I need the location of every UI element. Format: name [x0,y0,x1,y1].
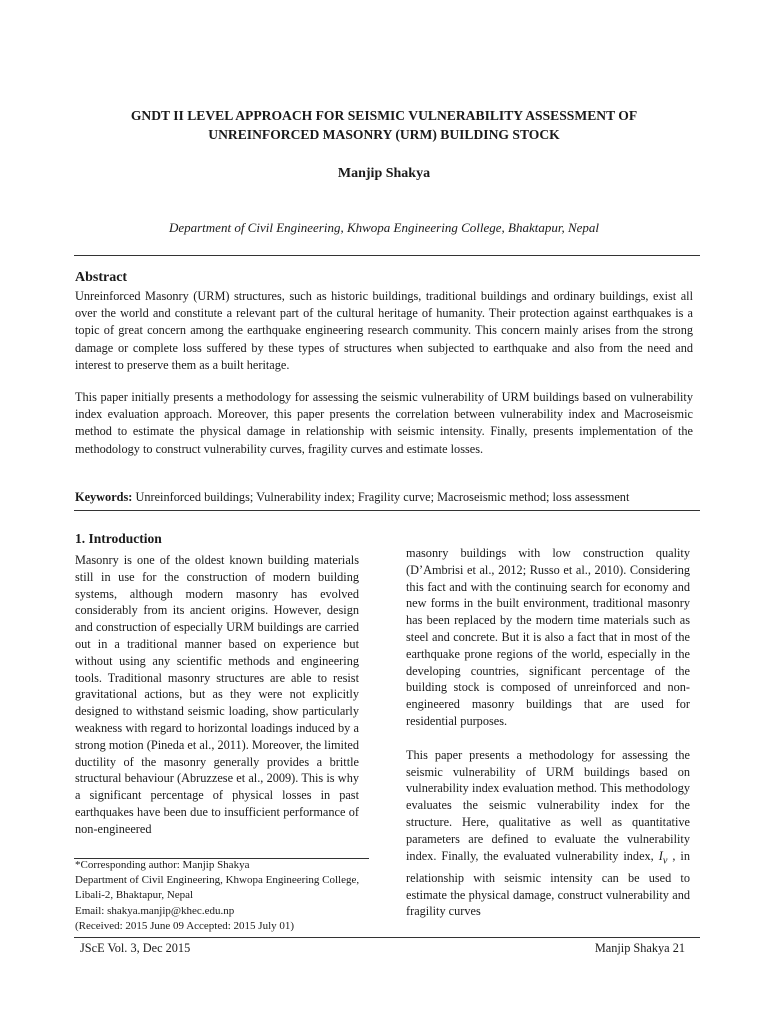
footnote-line-4: (Received: 2015 June 09 Accepted: 2015 July 01) [75,919,295,932]
author-name: Manjip Shakya [337,166,431,181]
author-affiliation: Department of Civil Engineering, Khwopa Engineering College, Bhaktapur, Nepal [168,220,600,235]
keywords [75,489,700,506]
title-line-1: GNDT II LEVEL APPROACH FOR SEISMIC VULNERABILITY ASSESSMENT OF [130,108,638,123]
footnote-line-3: Email: shakya.manjip@khec.edu.np [75,904,235,917]
footer-journal: JScE Vol. 3, Dec 2015 [80,941,191,955]
abstract-heading: Abstract [75,270,128,285]
intro-right-text-a: This paper presents a methodology for assessing the seismic vulnerability of URM buildings based on vulnerability index evaluation method. This methodology evaluates the seismic vulnerability index for the structure. Here, qualitative as well as quantitative parameters are defined to evaluate the vulnerability index. Finally, the evaluated vulnerability index, [406,747,690,863]
footnote-line-2: Department of Civil Engineering, Khwopa Engineering College, Libali-2, Bhaktapur, Nepal [75,874,360,902]
top-divider [74,255,700,256]
vulnerability-index-symbol: $I_v$ [658,848,668,866]
footer-author-page: Manjip Shakya 21 [594,941,685,955]
footnote [75,858,375,934]
keywords-label: Keywords: [75,490,133,504]
abstract-paragraph-2: This paper initially presents a methodology for assessing the seismic vulnerability of URM buildings based on vulnerability index evaluation approach. Moreover, this paper presents the correlation between vulnerability index and Macroseismic method to estimate the physical damage in relationship with seismic intensity. Finally, presents implementation of the methodology to construct vulnerability curves, fragility curves and estimate losses. [75,390,693,456]
abstract-paragraph-1: Unreinforced Masonry (URM) structures, such as historic buildings, traditional buildings and ordinary buildings, exist all over the world and constitute a relevant part of the cultural heritage of humanity. Their protection against earthquakes is a topic of great concern among the earthquake engineering research community. This concern mainly arises from the strong damage or complete loss suffered by these types of structures when subjected to earthquake and also from the need and interest to preserve them as a built heritage. [75,289,693,372]
right-column [406,545,690,920]
intro-left-paragraph: Masonry is one of the oldest known building materials still in use for the construction of modern building systems, although modern masonry has evolved considerably from its ancient origins. However, design and construction of especially URM buildings are carried out in a traditional manner based on experience but without using any scientific methods and engineering tools. Traditional masonry structures are able to resist gravitational actions, but as they were not explicitly designed to withstand seismic loading, show particularly weakness with regard to horizontal loadings induced by a strong motion (Pineda et al., 2011). Moreover, the limited ductility of the masonry generally provides a brittle structural behaviour (Abruzzese et al., 2009). This is why a significant percentage of physical losses in past earthquakes have been due to insufficient performance of non-engineered [75,553,359,836]
keywords-text: Unreinforced buildings; Vulnerability index; Fragility curve; Macroseismic method; loss assessment [132,490,630,504]
footer-divider [74,937,700,938]
intro-right-text-b: , in relationship with seismic intensity can be used to estimate the physical damage, construct vulnerability and fragility curves [406,848,690,919]
intro-right-paragraph-1: masonry buildings with low construction quality (D’Ambrisi et al., 2012; Russo et al., 2010). Considering this fact and with the continuing search for economy and new forms in the built environment, traditional masonry has been replaced by the modern time materials such as steel and concrete. But it is also a fact that in most of the earthquake prone regions of the world, especially in the developing countries, significant percentage of the building stock is composed of unreinforced and non-engineered masonry buildings that are used for residential purposes. [406,546,690,728]
footnote-line-1: *Corresponding author: Manjip Shakya [75,859,250,871]
paper-title [60,106,708,144]
keywords-divider [74,510,700,511]
intro-right-paragraph-2 [406,747,690,920]
left-column [75,552,359,838]
section-heading-introduction: 1. Introduction [75,531,162,546]
title-line-2: UNREINFORCED MASONRY (URM) BUILDING STOCK [208,127,560,142]
